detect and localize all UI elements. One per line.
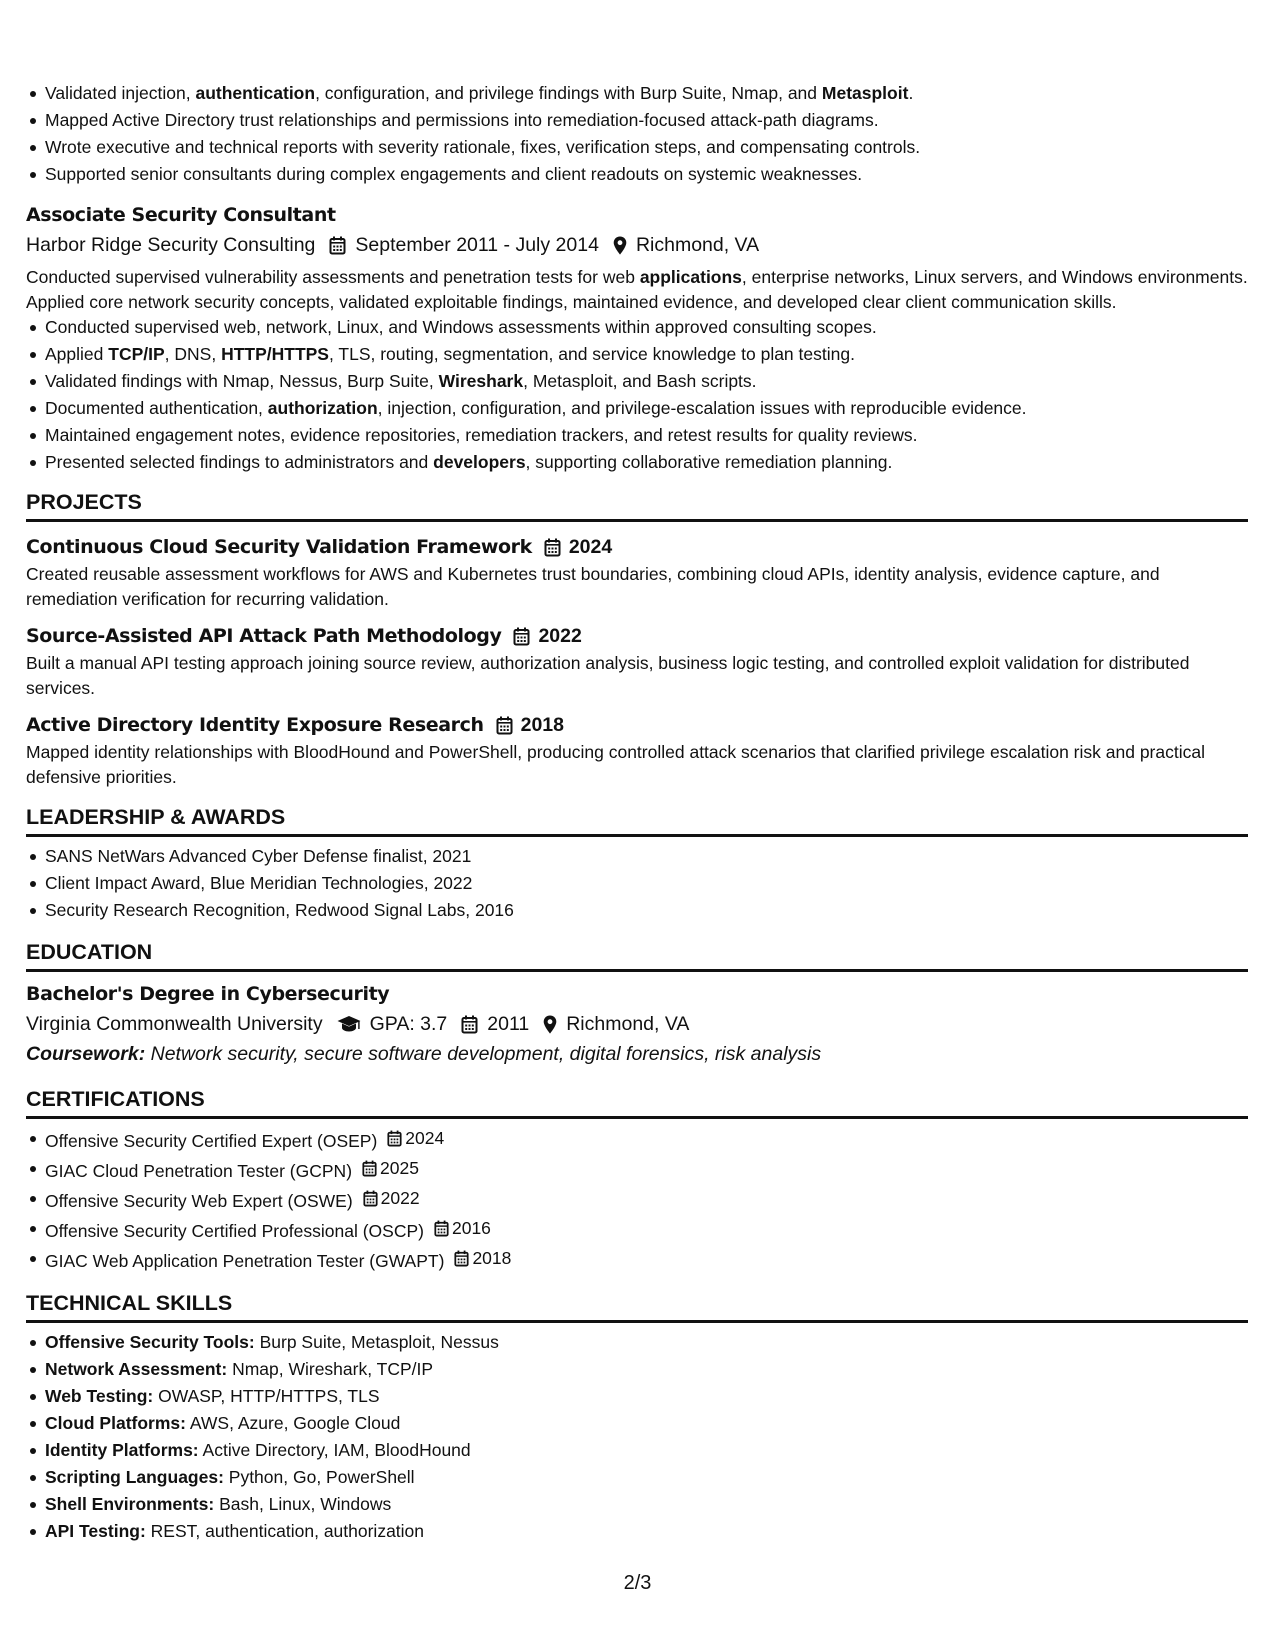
skill-item (45, 1410, 1248, 1437)
role-dates: September 2011 - July 2014 (355, 234, 599, 256)
skill-value: Bash, Linux, Windows (214, 1494, 392, 1514)
certification-name: Offensive Security Certified Professional (OSCP) (45, 1221, 424, 1241)
edu-school: Virginia Commonwealth University (26, 1013, 323, 1035)
certification-name: GIAC Cloud Penetration Tester (GCPN) (45, 1161, 353, 1181)
certification-name: Offensive Security Web Expert (OSWE) (45, 1191, 353, 1211)
skill-item (45, 1491, 1248, 1518)
skill-value: OWASP, HTTP/HTTPS, TLS (153, 1386, 380, 1406)
certification-item (45, 1215, 1248, 1245)
calendar-icon (329, 236, 346, 255)
certification-year: 2018 (472, 1248, 512, 1268)
calendar-icon (434, 1220, 449, 1237)
calendar-icon (461, 1015, 478, 1034)
list-item: Presented selected findings to administrators and developers, supporting collaborative remediation planning. (45, 449, 1248, 476)
list-item: Supported senior consultants during complex engagements and client readouts on systemic weaknesses. (45, 161, 1248, 188)
skill-item (45, 1464, 1248, 1491)
certification-year: 2025 (380, 1158, 419, 1178)
edu-meta (26, 1009, 1248, 1039)
edu-gpa: GPA: 3.7 (369, 1013, 448, 1035)
role-summary: Conducted supervised vulnerability assessments and penetration tests for web applications, enterprise networks, Linux servers, and Windows environments. Applied core network security concepts, validated exploitable findings, maintained evidence, and developed clear client communication skills. (26, 267, 1248, 312)
project-header (26, 621, 1248, 651)
section-projects: PROJECTS (26, 488, 1248, 522)
projects-list (26, 532, 1248, 789)
edu-degree: Bachelor's Degree in Cybersecurity (26, 983, 390, 1005)
certification-item (45, 1245, 1248, 1275)
skill-value: Active Directory, IAM, BloodHound (198, 1440, 471, 1460)
certification-date (387, 1125, 444, 1152)
section-leadership: LEADERSHIP & AWARDS (26, 803, 1248, 837)
project-year: 2024 (568, 536, 613, 558)
certification-date (434, 1215, 491, 1242)
role-meta (26, 230, 1248, 260)
calendar-icon (496, 716, 513, 735)
certification-date (363, 1185, 420, 1212)
project-title: Continuous Cloud Security Validation Framework (26, 536, 532, 558)
list-item: Conducted supervised web, network, Linux, and Windows assessments within approved consulting scopes. (45, 314, 1248, 341)
skill-label: Offensive Security Tools: (45, 1332, 255, 1352)
project-title: Source-Assisted API Attack Path Methodology (26, 625, 502, 647)
list-item: Validated findings with Nmap, Nessus, Burp Suite, Wireshark, Metasploit, and Bash scripts. (45, 368, 1248, 395)
role-location: Richmond, VA (635, 234, 760, 256)
skill-item (45, 1383, 1248, 1410)
award-item: Security Research Recognition, Redwood Signal Labs, 2016 (45, 897, 1248, 924)
list-item: Validated injection, authentication, configuration, and privilege findings with Burp Suite, Nmap, and Metasploit. (45, 80, 1248, 107)
calendar-icon (363, 1190, 378, 1207)
skill-value: AWS, Azure, Google Cloud (185, 1413, 401, 1433)
skill-item (45, 1437, 1248, 1464)
calendar-icon (454, 1250, 469, 1267)
project-year: 2018 (520, 714, 564, 736)
award-item: Client Impact Award, Blue Meridian Technologies, 2022 (45, 870, 1248, 897)
certification-year: 2016 (451, 1218, 491, 1238)
section-skills: TECHNICAL SKILLS (26, 1289, 1248, 1323)
skills-list (26, 1329, 1248, 1545)
education-entry (26, 979, 1248, 1069)
certification-date (454, 1245, 511, 1272)
award-item: SANS NetWars Advanced Cyber Defense finalist, 2021 (45, 843, 1248, 870)
skill-label: Network Assessment: (45, 1359, 228, 1379)
certification-item (45, 1125, 1248, 1155)
certification-name: Offensive Security Certified Expert (OSEP) (45, 1131, 378, 1151)
role-title: Associate Security Consultant (26, 204, 336, 226)
experience-bullets-previous (26, 80, 1248, 188)
project-header (26, 532, 1248, 562)
certification-date (362, 1155, 419, 1182)
skill-label: Cloud Platforms: (45, 1413, 186, 1433)
certifications-list (26, 1125, 1248, 1275)
skill-label: API Testing: (45, 1521, 146, 1541)
edu-coursework-label: Coursework: (26, 1043, 146, 1065)
certification-name: GIAC Web Application Penetration Tester (GWAPT) (45, 1251, 445, 1271)
edu-coursework-text: Network security, secure software development, digital forensics, risk analysis (150, 1043, 822, 1065)
calendar-icon (387, 1130, 402, 1147)
project-header (26, 710, 1248, 740)
edu-coursework (26, 1039, 1248, 1069)
page-number: 2/3 (623, 1572, 652, 1594)
project-entry (26, 621, 1248, 700)
section-certifications: CERTIFICATIONS (26, 1085, 1248, 1119)
list-item: Documented authentication, authorization, injection, configuration, and privilege-escalation issues with reproducible evidence. (45, 395, 1248, 422)
certification-item (45, 1185, 1248, 1215)
list-item: Wrote executive and technical reports with severity rationale, fixes, verification steps, and compensating controls. (45, 134, 1248, 161)
project-entry (26, 710, 1248, 789)
skill-value: Nmap, Wireshark, TCP/IP (227, 1359, 434, 1379)
role-entry (26, 200, 1248, 476)
edu-year: 2011 (487, 1013, 530, 1035)
awards-list (26, 843, 1248, 924)
role-company: Harbor Ridge Security Consulting (26, 234, 316, 256)
list-item: Applied TCP/IP, DNS, HTTP/HTTPS, TLS, routing, segmentation, and service knowledge to plan testing. (45, 341, 1248, 368)
role-bullets (26, 314, 1248, 476)
project-description: Built a manual API testing approach joining source review, authorization analysis, business logic testing, and controlled exploit validation for distributed services. (26, 653, 1190, 698)
section-education: EDUCATION (26, 938, 1248, 972)
project-description: Mapped identity relationships with BloodHound and PowerShell, producing controlled attack scenarios that clarified privilege escalation risk and practical defensive priorities. (26, 742, 1205, 787)
resume-page (26, 80, 1248, 1545)
skill-label: Identity Platforms: (45, 1440, 199, 1460)
project-year: 2022 (538, 625, 582, 647)
calendar-icon (362, 1160, 377, 1177)
skill-value: Burp Suite, Metasploit, Nessus (254, 1332, 499, 1352)
skill-item (45, 1329, 1248, 1356)
project-description: Created reusable assessment workflows for AWS and Kubernetes trust boundaries, combining cloud APIs, identity analysis, evidence capture, and remediation verification for recurring validation. (26, 564, 1160, 609)
calendar-icon (513, 627, 530, 646)
certification-year: 2024 (405, 1128, 445, 1148)
certification-item (45, 1155, 1248, 1185)
calendar-icon (544, 538, 561, 557)
skill-value: Python, Go, PowerShell (223, 1467, 415, 1487)
skill-label: Web Testing: (45, 1386, 154, 1406)
map-pin-icon (613, 236, 627, 255)
map-pin-icon (543, 1015, 557, 1034)
list-item: Maintained engagement notes, evidence repositories, remediation trackers, and retest results for quality reviews. (45, 422, 1248, 449)
skill-value: REST, authentication, authorization (145, 1521, 425, 1541)
skill-label: Shell Environments: (45, 1494, 215, 1514)
skill-item (45, 1356, 1248, 1383)
certification-year: 2022 (380, 1188, 420, 1208)
skill-label: Scripting Languages: (45, 1467, 224, 1487)
project-title: Active Directory Identity Exposure Research (26, 714, 484, 736)
list-item: Mapped Active Directory trust relationships and permissions into remediation-focused attack-path diagrams. (45, 107, 1248, 134)
edu-location: Richmond, VA (566, 1013, 690, 1035)
skill-item (45, 1518, 1248, 1545)
graduation-cap-icon (337, 1015, 361, 1033)
project-entry (26, 532, 1248, 611)
